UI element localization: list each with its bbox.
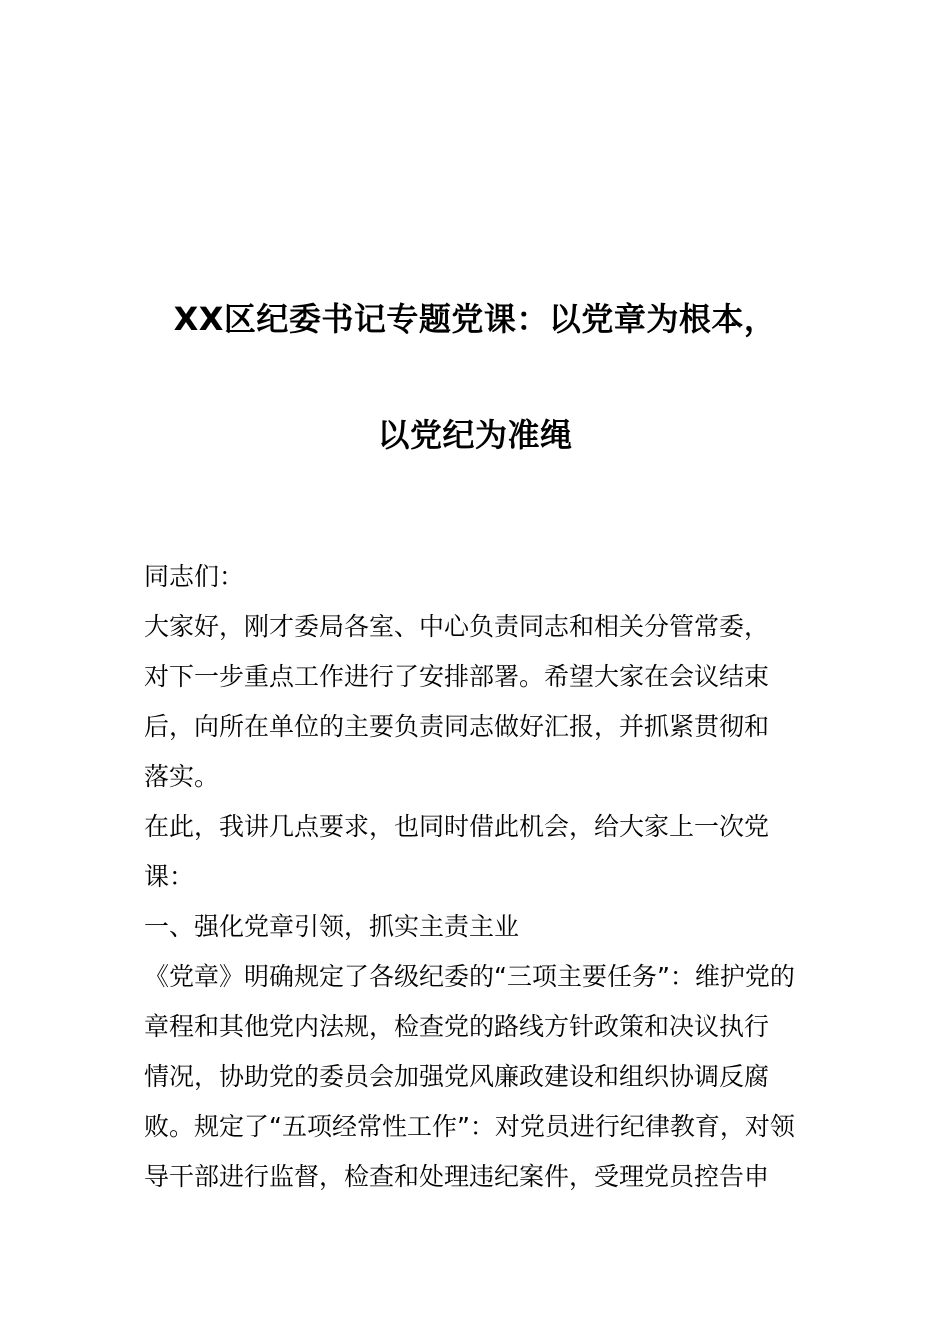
paragraph-line: 后，向所在单位的主要负责同志做好汇报，并抓紧贯彻和	[144, 712, 770, 741]
document-body	[144, 552, 808, 1202]
paragraph-line: 败。规定了“五项经常性工作”：对党员进行纪律教育，对领	[144, 1112, 795, 1141]
paragraph-line: 《党章》明确规定了各级纪委的“三项主要任务”：维护党的	[144, 962, 795, 991]
paragraph-line: 落实。	[144, 762, 220, 791]
title-line-2: 以党纪为准绳	[377, 416, 573, 454]
paragraph-line: 情况，协助党的委员会加强党风廉政建设和组织协调反腐	[144, 1062, 770, 1091]
paragraph-line: 在此，我讲几点要求，也同时借此机会，给大家上一次党	[144, 812, 770, 841]
paragraph-line: 课：	[144, 862, 195, 891]
paragraph-line: 对下一步重点工作进行了安排部署。希望大家在会议结束	[144, 662, 770, 691]
title-line-1: XX区纪委书记专题党课：以党章为根本，	[173, 300, 777, 338]
document-title	[0, 290, 950, 464]
section-heading: 一、强化党章引领，抓实主责主业	[144, 912, 520, 941]
paragraph-line: 章程和其他党内法规，检查党的路线方针政策和决议执行	[144, 1012, 770, 1041]
paragraph-line: 大家好，刚才委局各室、中心负责同志和相关分管常委，	[144, 612, 770, 641]
paragraph-line: 导干部进行监督，检查和处理违纪案件，受理党员控告申	[144, 1162, 770, 1191]
salutation: 同志们：	[144, 562, 245, 591]
